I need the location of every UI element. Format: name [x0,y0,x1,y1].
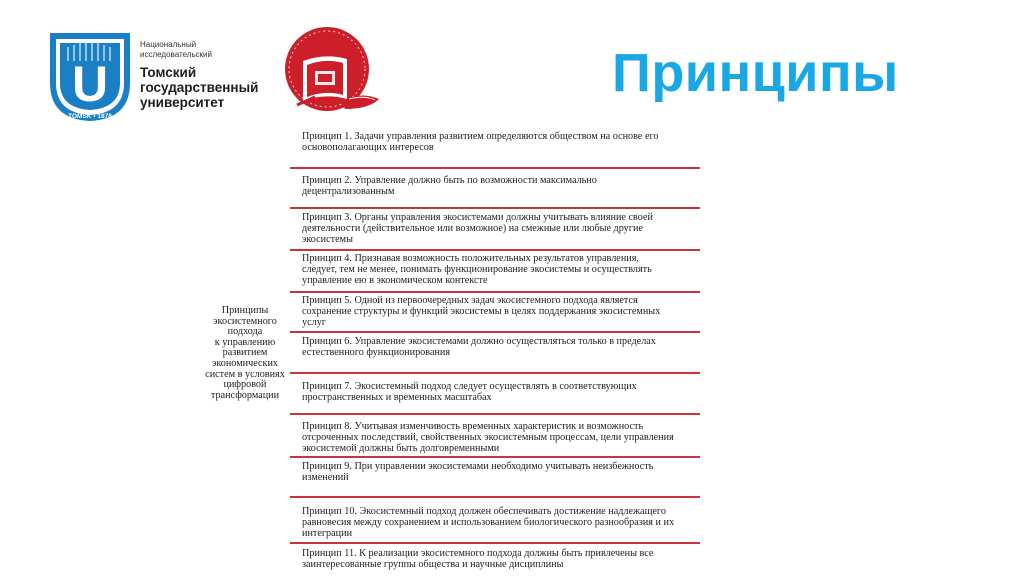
principle-line: экосистемы [302,233,353,245]
principle-line: управление ею в экономическом контексте [302,274,488,286]
principle-line: Принцип 2. Управление должно быть по возможности максимально [302,175,597,186]
university-small-line-1: Национальный [140,40,197,49]
principle-9 [290,458,700,498]
principle-line: Принцип 4. Признавая возможность положительных результатов управления, [302,253,639,264]
principle-line: равновесия между сохранением и использованием биологического разнообразия и их [302,516,675,528]
principle-line: Принцип 1. Задачи управления развитием определяются обществом на основе его [302,131,659,142]
principle-10 [290,498,700,544]
book-emblem-icon [275,25,395,125]
side-label-line: трансформации [210,389,280,401]
university-logo [48,31,132,123]
principle-8 [290,415,700,458]
side-label-line: систем в условиях [205,368,285,380]
principle-line: Принцип 6. Управление экосистемами должно осуществляться только в пределах [302,336,656,347]
principle-line: деятельности (действительное или возможное) на смежные или любые другие [302,222,643,234]
side-label-line: Принципы [221,305,269,316]
logo-letter: U [71,56,109,112]
principle-line: заинтересованные группы общества и научные дисциплины [302,558,564,570]
principle-6 [290,333,700,374]
principle-3 [290,209,700,251]
principles-list [290,126,700,578]
page-title: Принципы [612,43,899,103]
side-label [190,306,300,401]
principle-line: отсроченных последствий, свойственных экосистемным процессам, цели управления [302,431,674,443]
principle-line: пространственных и временных масштабах [302,391,492,403]
side-label-line: цифровой [223,379,267,391]
side-label-line: подхода [227,326,263,338]
principle-7 [290,374,700,415]
principle-5 [290,293,700,333]
side-label-line: к управлению [214,336,276,348]
principle-line: изменений [302,471,349,483]
principle-line: Принцип 11. К реализации экосистемного подхода должны быть привлечены все [302,548,654,559]
principle-11 [290,544,700,578]
side-label-line: экосистемного [213,315,277,327]
principle-line: Принцип 3. Органы управления экосистемами должны учитывать влияние своей [302,212,653,223]
university-name-line-2: государственный [140,80,259,95]
principle-line: Принцип 9. При управлении экосистемами необходимо учитывать неизбежность [302,461,654,472]
principle-line: основополагающих интересов [302,141,434,153]
principle-line: Принцип 8. Учитывая изменчивость временных характеристик и возможность [302,421,644,432]
principle-line: экосистемой должны быть долговременными [302,442,500,454]
university-name [140,65,258,110]
principle-line: Принцип 5. Одной из первоочередных задач экосистемного подхода является [302,295,638,306]
principle-line: Принцип 10. Экосистемный подход должен обеспечивать достижение надлежащего [302,506,666,517]
university-name-line-3: университет [140,95,225,110]
principle-line: сохранение структуры и функций экосистемы в целях поддержания экосистемных [302,305,661,317]
principle-4 [290,251,700,293]
side-label-line: развитием [222,347,268,359]
principle-2 [290,169,700,209]
university-name-block [140,40,258,110]
principle-1 [290,126,700,169]
principle-line: интеграции [302,527,353,539]
side-label-line: экономических [211,357,279,369]
principle-line: децентрализованным [302,185,395,197]
principle-line: следует, тем не менее, понимать функционирование экосистемы и осуществлять [302,263,652,275]
principle-line: услуг [302,316,326,328]
principle-line: естественного функционирования [302,346,451,358]
logo-ring-text: TOMSK • 1878 [68,113,112,120]
principle-line: Принцип 7. Экосистемный подход следует осуществлять в соответствующих [302,381,637,392]
university-name-line-1: Томский [140,65,197,80]
university-small-line-2: исследовательский [140,50,212,59]
